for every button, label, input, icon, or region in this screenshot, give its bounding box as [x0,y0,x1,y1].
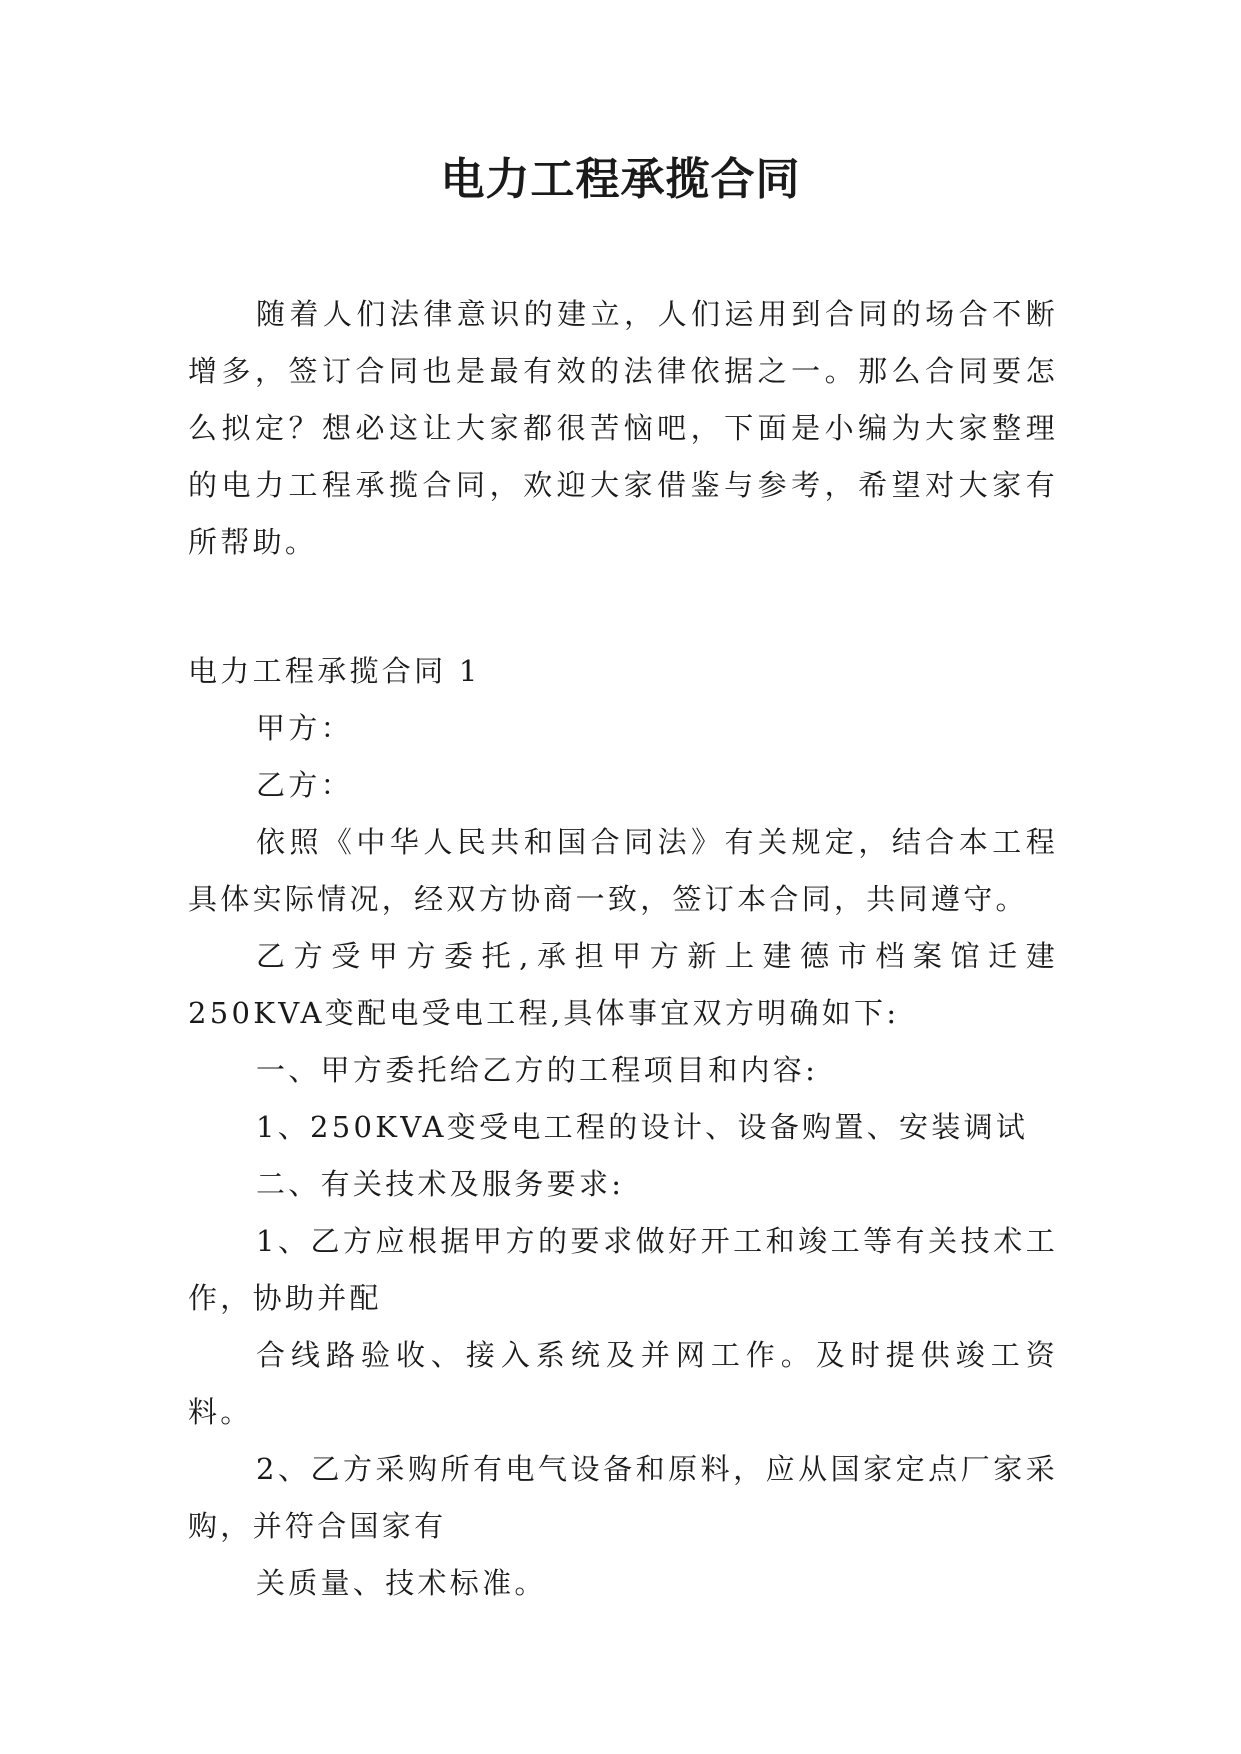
clause-1-heading: 一、甲方委托给乙方的工程项目和内容: [256,1053,819,1087]
clause-2-item-2: 2、乙方采购所有电气设备和原料，应从国家定点厂家采购，并符合国家有 [188,1452,1058,1543]
intro-paragraph: 随着人们法律意识的建立，人们运用到合同的场合不断增多，签订合同也是最有效的法律依据之一。那么合同要怎么拟定？想必这让大家都很苦恼吧，下面是小编为大家整理的电力工程承揽合同，欢迎大家借鉴与参考，希望对大家有所帮助。 [188,297,1058,559]
legal-basis-paragraph: 依照《中华人民共和国合同法》有关规定，结合本工程具体实际情况，经双方协商一致，签订本合同，共同遵守。 [188,825,1058,916]
contract-body [188,643,1058,1612]
clause-1-item-1: 1、250KVA变受电工程的设计、设备购置、安装调试 [256,1110,1029,1144]
clause-2-heading: 二、有关技术及服务要求: [256,1167,625,1201]
clause-2-item-1-continued: 合线路验收、接入系统及并网工作。及时提供竣工资料。 [188,1338,1058,1429]
party-b-line: 乙方： [256,768,353,802]
party-a-line: 甲方： [256,711,353,745]
document-title: 电力工程承揽合同 [440,154,801,205]
clause-2-item-1: 1、乙方应根据甲方的要求做好开工和竣工等有关技术工作，协助并配 [188,1224,1058,1315]
project-scope-paragraph: 乙方受甲方委托,承担甲方新上建德市档案馆迁建250KVA变配电受电工程,具体事宜双方明确如下: [188,939,1058,1030]
clause-2-item-2-continued: 关质量、技术标准。 [256,1566,547,1600]
section-heading: 电力工程承揽合同 1 [188,654,481,688]
